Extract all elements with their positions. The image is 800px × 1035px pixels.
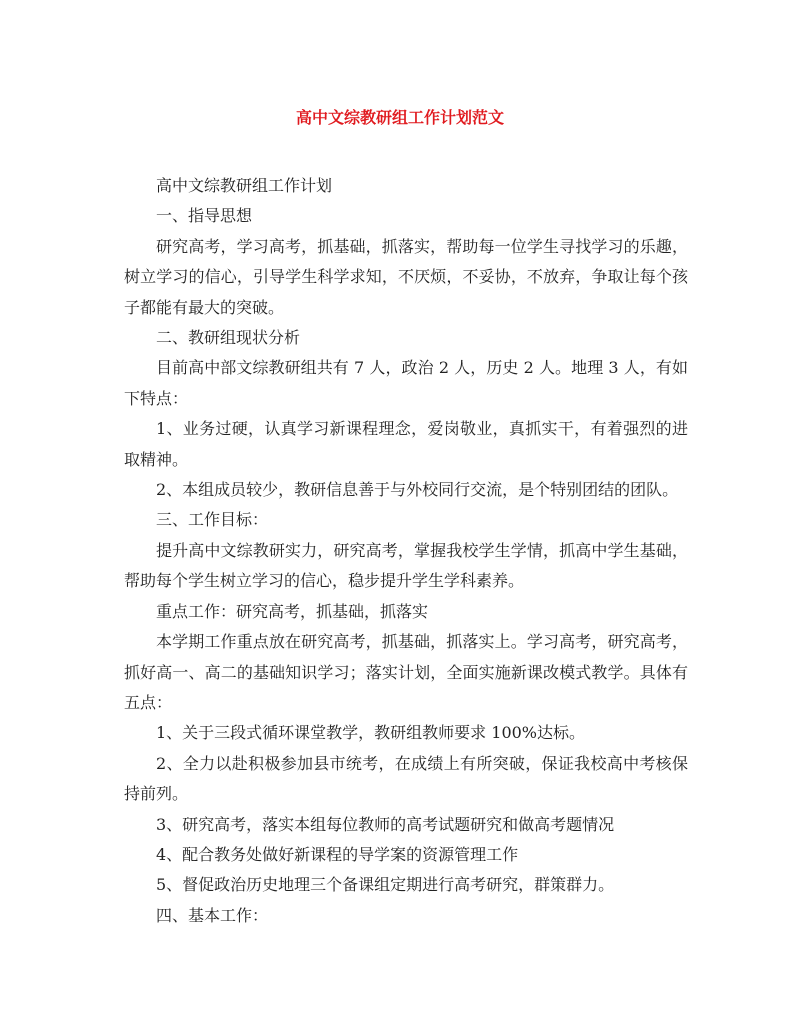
document-title: 高中文综教研组工作计划范文 <box>295 108 504 127</box>
paragraph: 目前高中部文综教研组共有 7 人，政治 2 人，历史 2 人。地理 3 人，有如下特点： <box>124 358 688 408</box>
list-item: 3、研究高考，落实本组每位教师的高考试题研究和做高考题情况 <box>156 814 615 834</box>
document-body <box>124 171 688 931</box>
paragraph-key-work: 重点工作：研究高考，抓基础，抓落实 <box>156 601 429 621</box>
paragraph: 本学期工作重点放在研究高考，抓基础，抓落实上。学习高考，研究高考，抓好高一、高二的基础知识学习；落实计划，全面实施新课改模式教学。具体有五点： <box>124 632 688 712</box>
section-heading-basic-work: 四、基本工作： <box>156 905 269 925</box>
section-heading-guiding-thought: 一、指导思想 <box>156 206 253 226</box>
paragraph: 研究高考，学习高考，抓基础，抓落实，帮助每一位学生寻找学习的乐趣，树立学习的信心，引导学生科学求知，不厌烦，不妥协，不放弃，争取让每个孩子都能有最大的突破。 <box>124 236 688 317</box>
list-item: 1、业务过硬，认真学习新课程理念，爱岗敬业，真抓实干，有着强烈的进取精神。 <box>124 419 688 469</box>
list-item: 2、全力以赴积极参加县市统考，在成绩上有所突破，保证我校高中考核保持前列。 <box>124 753 688 804</box>
paragraph-heading: 高中文综教研组工作计划 <box>156 176 333 195</box>
section-heading-work-goals: 三、工作目标： <box>156 510 269 530</box>
paragraph: 提升高中文综教研实力，研究高考，掌握我校学生学情，抓高中学生基础，帮助每个学生树立学习的信心，稳步提升学生学科素养。 <box>124 540 688 591</box>
list-item: 2、本组成员较少，教研信息善于与外校同行交流，是个特别团结的团队。 <box>156 480 679 500</box>
list-item: 5、督促政治历史地理三个备课组定期进行高考研究，群策群力。 <box>156 875 615 895</box>
section-heading-status-analysis: 二、教研组现状分析 <box>156 328 301 348</box>
list-item: 1、关于三段式循环课堂教学，教研组教师要求 100%达标。 <box>156 723 586 743</box>
list-item: 4、配合教务处做好新课程的导学案的资源管理工作 <box>156 844 519 864</box>
